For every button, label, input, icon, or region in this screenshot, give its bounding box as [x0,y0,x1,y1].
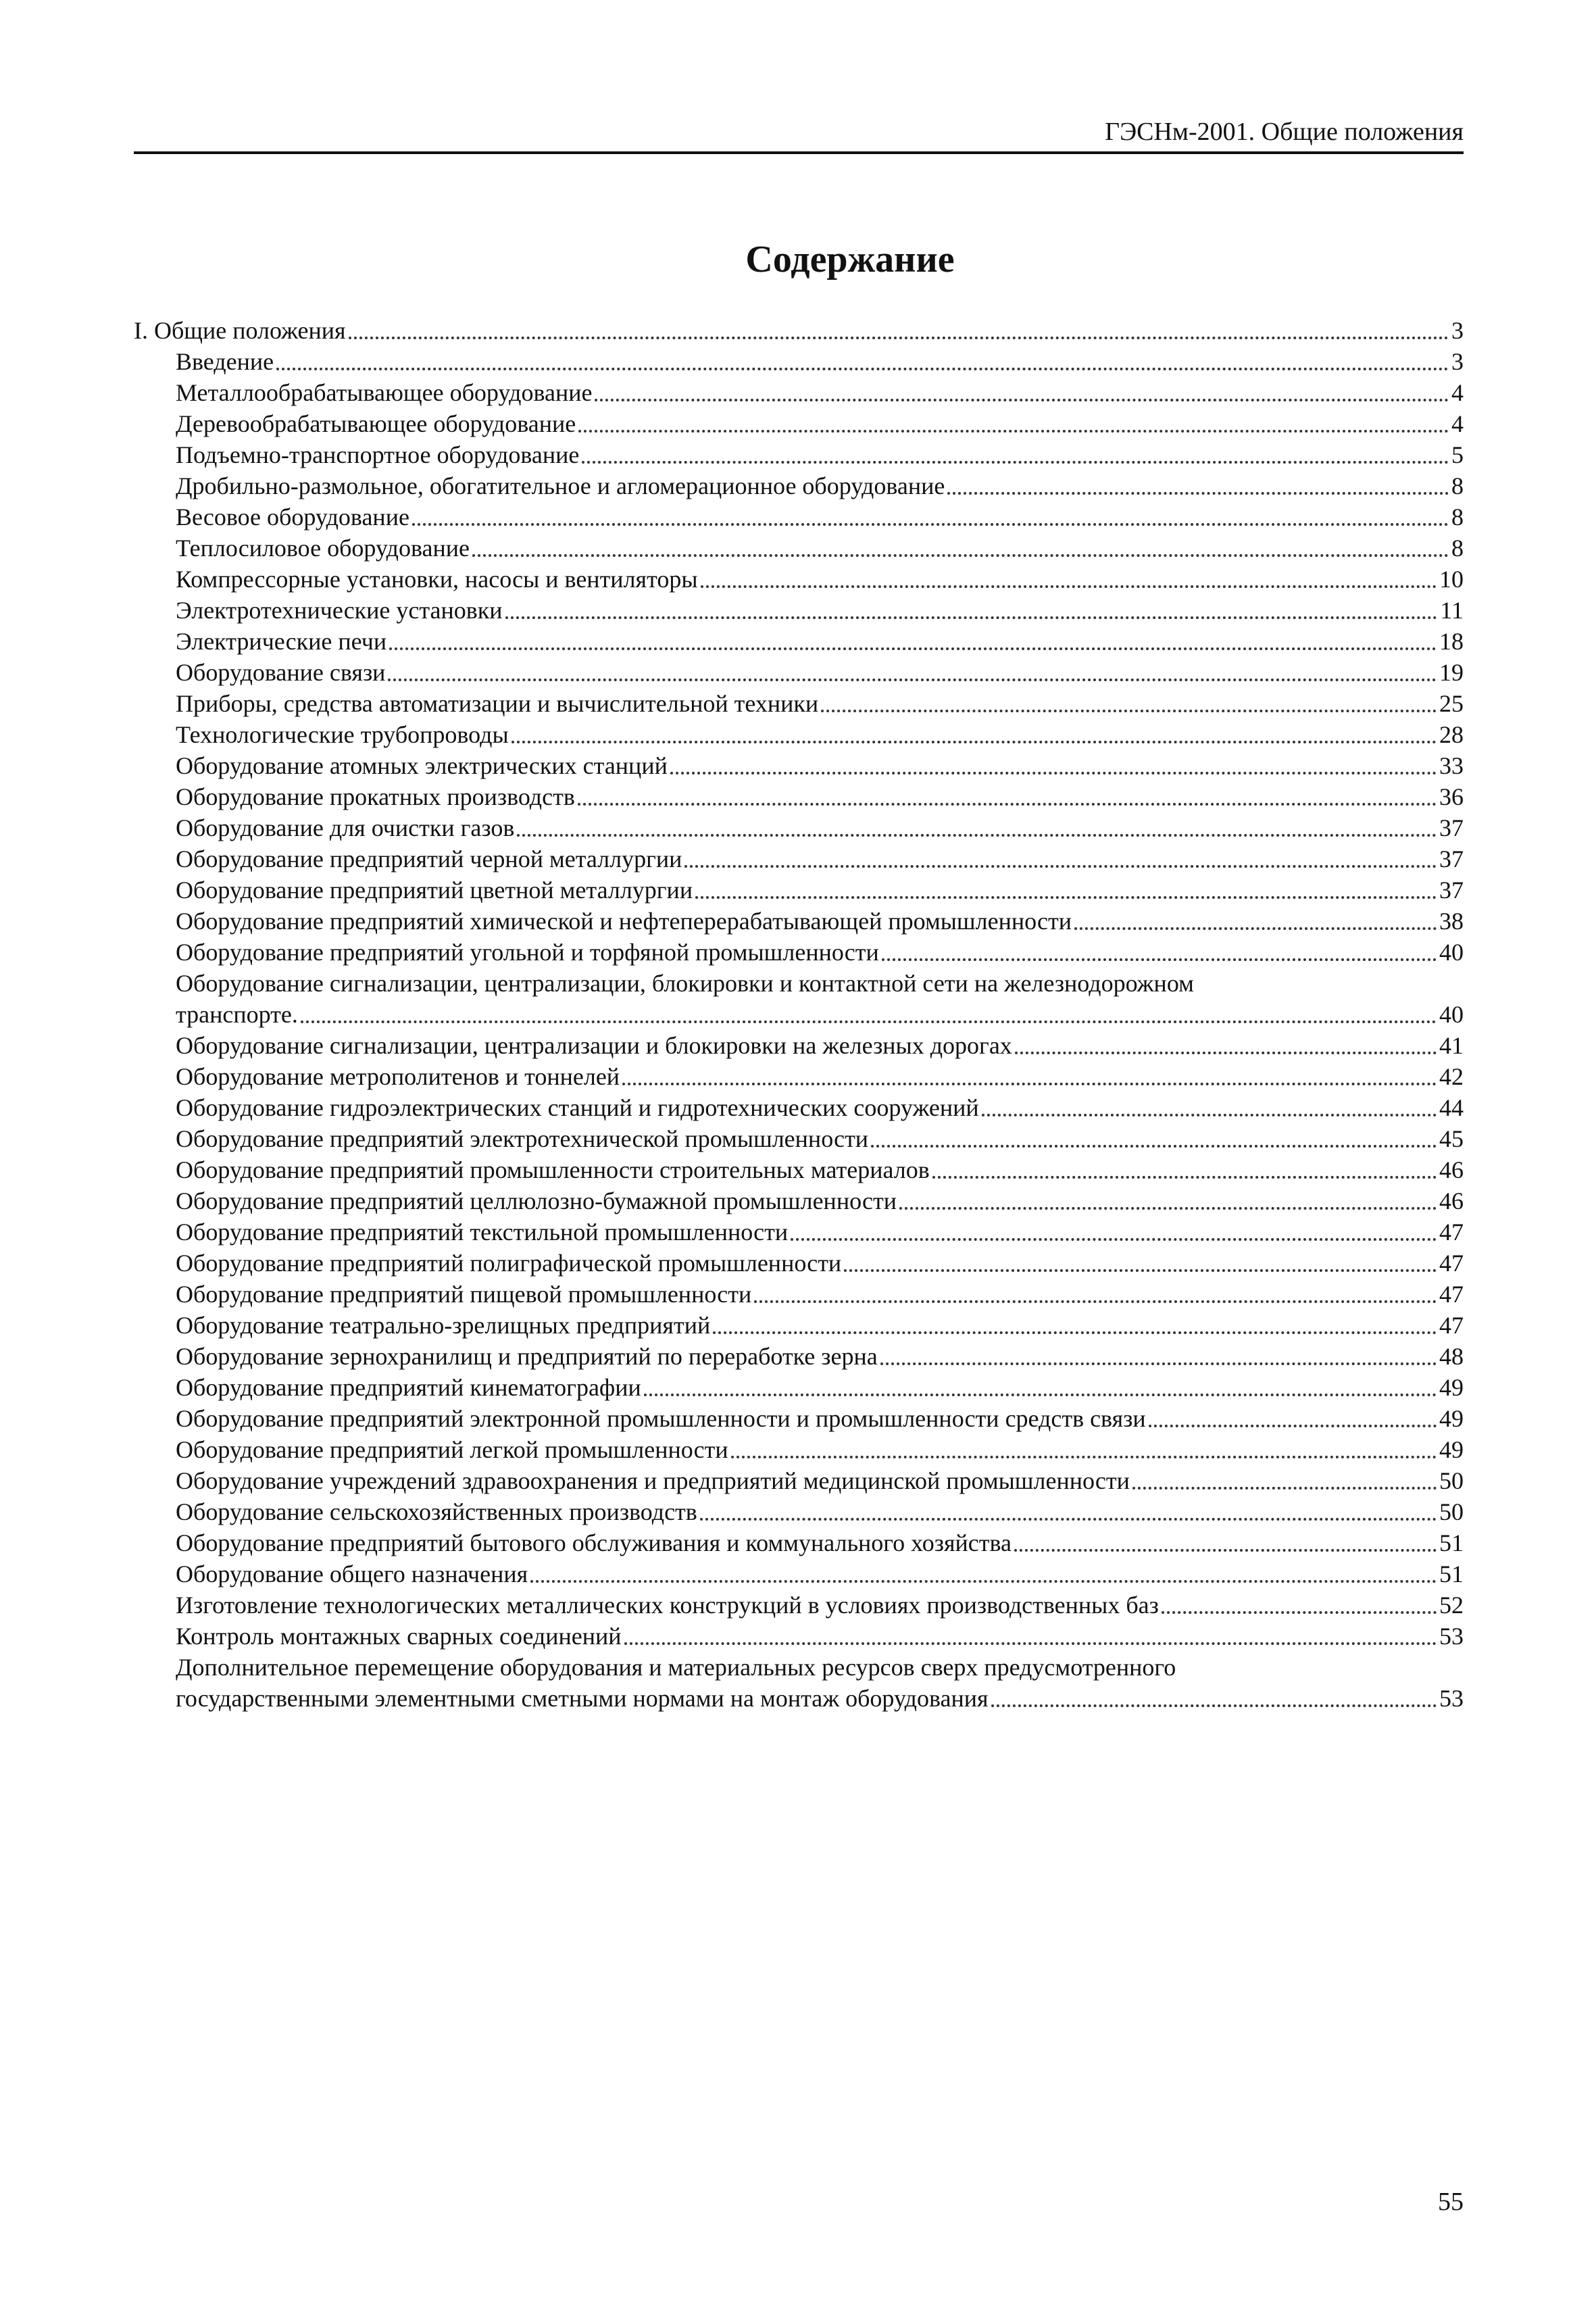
toc-entry-multiline[interactable] [134,1652,1464,1714]
toc-entry-label: Оборудование сельскохозяйственных производств [176,1498,697,1525]
toc-entry-label: Оборудование предприятий пищевой промышленности [176,1281,752,1308]
toc-entry-section-1[interactable] [134,315,1464,346]
toc-leader-dots [1014,1549,1437,1552]
toc-leader-dots [622,1083,1437,1085]
toc-entry-page: 45 [1439,1125,1464,1152]
toc-entry-label-line-2: транспорте. [176,1001,298,1028]
toc-leader-dots [388,679,1437,681]
toc-leader-dots [991,1704,1437,1707]
toc-entry[interactable] [134,937,1464,968]
toc-leader-dots [1015,1052,1437,1054]
running-header [134,112,1464,154]
toc-leader-dots [882,958,1437,961]
toc-leader-dots [276,368,1449,370]
toc-entry[interactable] [134,1558,1464,1590]
toc-leader-dots [844,1269,1437,1272]
toc-leader-dots [349,337,1449,339]
toc-entry-page: 8 [1451,535,1464,562]
toc-entry-label: Оборудование гидроэлектрических станций и гидротехнических сооружений [176,1094,979,1121]
toc-entry-label: Оборудование учреждений здравоохранения и предприятий медицинской промышленности [176,1467,1130,1494]
toc-leader-dots [1132,1487,1437,1490]
toc-entry[interactable] [134,1216,1464,1248]
toc-entry-page: 3 [1451,317,1464,344]
toc-entry-label: Оборудование атомных электрических станций [176,752,668,779]
toc-leader-dots [754,1300,1437,1303]
toc-entry[interactable] [134,501,1464,533]
toc-entry-label: Компрессорные установки, насосы и вентиляторы [176,566,698,593]
toc-entry[interactable] [134,843,1464,875]
toc-entry[interactable] [134,626,1464,657]
toc-leader-dots [1074,927,1437,930]
toc-leader-dots [624,1642,1437,1645]
toc-entry-label: Теплосиловое оборудование [176,535,470,562]
toc-entry-label: Оборудование предприятий промышленности строительных материалов [176,1156,930,1183]
toc-entry[interactable] [134,1154,1464,1185]
toc-entry-label: Оборудование предприятий химической и нефтеперерабатывающей промышленности [176,908,1072,935]
toc-leader-dots [947,492,1449,495]
toc-entry-label: Подъемно-транспортное оборудование [176,441,580,468]
page-title: Содержание [745,239,955,280]
toc-list [134,1030,1464,1652]
toc-entry-label: Оборудование связи [176,659,386,686]
toc-entry-page: 44 [1439,1094,1464,1121]
toc-entry-page: 46 [1439,1187,1464,1214]
toc-leader-dots [821,710,1437,712]
toc-entry[interactable] [134,595,1464,626]
toc-entry-label: Контроль монтажных сварных соединений [176,1623,622,1650]
toc-entry[interactable] [134,688,1464,719]
toc-entry-page: 3 [1451,348,1464,375]
toc-entry-page: 8 [1451,472,1464,499]
toc-entry-label: Оборудование предприятий кинематографии [176,1374,641,1401]
toc-leader-dots [578,430,1449,433]
toc-entry[interactable] [134,564,1464,595]
toc-entry[interactable] [134,1185,1464,1216]
toc-entry-page: 8 [1451,503,1464,531]
toc-entry-page: 40 [1439,1001,1464,1028]
toc-entry[interactable] [134,1341,1464,1372]
toc-entry[interactable] [134,1061,1464,1092]
toc-entry-label: Введение [176,348,274,375]
toc-entry[interactable] [134,1248,1464,1279]
toc-entry-page: 5 [1451,441,1464,468]
toc-entry-label: Оборудование предприятий легкой промышленности [176,1436,728,1463]
toc-leader-dots [389,647,1437,650]
toc-entry-page: 51 [1439,1560,1464,1587]
toc-entry[interactable] [134,533,1464,564]
toc-entry-page: 10 [1439,566,1464,593]
toc-entry[interactable] [134,1527,1464,1558]
toc-entry-label: Оборудование предприятий черной металлургии [176,845,682,872]
toc-entry-label: Оборудование предприятий целлюлозно-бумажной промышленности [176,1187,897,1214]
toc-entry-label: Оборудование предприятий электронной промышленности и промышленности средств связи [176,1405,1146,1432]
toc-entry-label: Технологические трубопроводы [176,721,509,748]
toc-list [134,346,1464,968]
toc-entry-label: Электрические печи [176,628,387,655]
toc-entry-label: Оборудование для очистки газов [176,814,515,841]
toc-entry-label: Весовое оборудование [176,503,409,531]
toc-entry-label: Оборудование театрально-зрелищных предприятий [176,1312,711,1339]
toc-leader-dots [695,896,1437,899]
toc-entry-page: 50 [1439,1467,1464,1494]
toc-entry-label: Оборудование предприятий бытового обслуживания и коммунального хозяйства [176,1529,1012,1556]
toc-entry-page: 49 [1439,1405,1464,1432]
page-number: 55 [1438,2188,1464,2216]
toc-entry-page: 28 [1439,721,1464,748]
toc-entry-page: 37 [1439,814,1464,841]
toc-entry-page: 42 [1439,1063,1464,1090]
toc-leader-dots [301,1020,1437,1023]
toc-entry[interactable] [134,1092,1464,1123]
toc-entry-label-line-1: Дополнительное перемещение оборудования и материальных ресурсов сверх предусмотренного [176,1654,1176,1681]
toc-entry-page: 53 [1439,1685,1464,1712]
toc-entry-page: 46 [1439,1156,1464,1183]
toc-leader-dots [713,1331,1437,1334]
toc-leader-dots [700,1518,1437,1521]
toc-leader-dots [517,834,1437,837]
toc-entry-label: Оборудование зернохранилищ и предприятий по переработке зерна [176,1343,878,1370]
toc-entry-label: Оборудование прокатных производств [176,783,575,810]
toc-entry-page: 48 [1439,1343,1464,1370]
toc-entry[interactable] [134,1030,1464,1061]
toc-leader-dots [880,1362,1437,1365]
toc-entry[interactable] [134,1123,1464,1154]
toc-leader-dots [871,1145,1437,1148]
toc-entry[interactable] [134,1465,1464,1496]
toc-leader-dots [899,1207,1437,1210]
toc-entry[interactable] [134,812,1464,843]
toc-entry[interactable] [134,719,1464,750]
toc-entry-page: 47 [1439,1312,1464,1339]
toc-leader-dots [644,1394,1437,1396]
table-of-contents [134,315,1464,1714]
toc-entry-label-line-1: Оборудование сигнализации, централизации, блокировки и контактной сети на железнодорожном [176,970,1194,997]
toc-leader-dots [670,772,1437,774]
toc-entry-label: Оборудование общего назначения [176,1560,528,1587]
toc-entry[interactable] [134,1279,1464,1310]
toc-entry-page: 11 [1440,597,1464,624]
toc-entry[interactable] [134,346,1464,377]
toc-entry-label: Оборудование предприятий текстильной промышленности [176,1218,789,1246]
toc-entry-page: 51 [1439,1529,1464,1556]
toc-leader-dots [595,399,1449,401]
toc-entry[interactable] [134,470,1464,501]
toc-entry-page: 4 [1451,410,1464,437]
toc-entry-label: Оборудование предприятий электротехнической промышленности [176,1125,869,1152]
toc-entry-page: 47 [1439,1250,1464,1277]
toc-entry-label: Электротехнические установки [176,597,503,624]
toc-entry[interactable] [134,1621,1464,1652]
toc-entry-page: 40 [1439,939,1464,966]
toc-entry[interactable] [134,1590,1464,1621]
toc-entry-page: 47 [1439,1218,1464,1246]
toc-entry-page: 47 [1439,1281,1464,1308]
toc-leader-dots [1149,1425,1437,1427]
toc-entry-label: Изготовление технологических металлических конструкций в условиях производственных баз [176,1592,1159,1619]
toc-entry[interactable] [134,1496,1464,1527]
toc-entry[interactable] [134,1310,1464,1341]
toc-leader-dots [412,523,1449,526]
toc-entry-page: 38 [1439,908,1464,935]
toc-leader-dots [701,585,1437,588]
toc-leader-dots [505,616,1438,619]
toc-entry[interactable] [134,750,1464,781]
toc-entry-page: 25 [1439,690,1464,717]
toc-entry[interactable] [134,1372,1464,1403]
toc-entry-page: 49 [1439,1374,1464,1401]
toc-entry-page: 50 [1439,1498,1464,1525]
toc-entry-label: Оборудование предприятий цветной металлургии [176,877,693,904]
toc-leader-dots [512,741,1437,743]
toc-leader-dots [578,803,1437,806]
toc-entry[interactable] [134,439,1464,470]
toc-entry-label: Оборудование предприятий полиграфической промышленности [176,1250,842,1277]
toc-entry-page: 18 [1439,628,1464,655]
toc-entry-label: Металлообрабатывающее оборудование [176,379,593,406]
toc-leader-dots [1162,1611,1437,1614]
toc-entry-multiline[interactable] [134,968,1464,1030]
toc-leader-dots [684,865,1437,868]
toc-entry[interactable] [134,408,1464,439]
toc-entry-label: Оборудование сигнализации, централизации и блокировки на железных дорогах [176,1032,1012,1059]
toc-entry-page: 52 [1439,1592,1464,1619]
toc-entry[interactable] [134,1403,1464,1434]
toc-entry[interactable] [134,657,1464,688]
toc-leader-dots [982,1114,1437,1116]
toc-leader-dots [932,1176,1437,1179]
toc-leader-dots [530,1580,1437,1583]
toc-entry-page: 36 [1439,783,1464,810]
toc-entry-page: 41 [1439,1032,1464,1059]
toc-leader-dots [731,1456,1437,1458]
toc-entry-label: Деревообрабатывающее оборудование [176,410,576,437]
toc-entry-page: 37 [1439,877,1464,904]
toc-leader-dots [582,461,1449,464]
toc-entry-label: Дробильно-размольное, обогатительное и агломерационное оборудование [176,472,945,499]
toc-entry-label: Оборудование предприятий угольной и торфяной промышленности [176,939,879,966]
toc-entry[interactable] [134,875,1464,906]
toc-entry-page: 53 [1439,1623,1464,1650]
toc-entry-page: 33 [1439,752,1464,779]
toc-leader-dots [791,1238,1437,1241]
toc-entry-page: 4 [1451,379,1464,406]
toc-entry-page: 19 [1439,659,1464,686]
toc-entry[interactable] [134,377,1464,408]
toc-entry-label: I. Общие положения [134,317,346,344]
toc-entry-page: 37 [1439,845,1464,872]
running-header-title: ГЭСНм-2001. Общие положения [1105,118,1464,146]
toc-entry-page: 49 [1439,1436,1464,1463]
toc-entry-label: Оборудование метрополитенов и тоннелей [176,1063,620,1090]
toc-entry-label: Приборы, средства автоматизации и вычислительной техники [176,690,819,717]
toc-entry[interactable] [134,781,1464,812]
toc-entry[interactable] [134,906,1464,937]
toc-entry-label-line-2: государственными элементными сметными нормами на монтаж оборудования [176,1685,989,1712]
toc-leader-dots [472,554,1449,557]
toc-entry[interactable] [134,1434,1464,1465]
